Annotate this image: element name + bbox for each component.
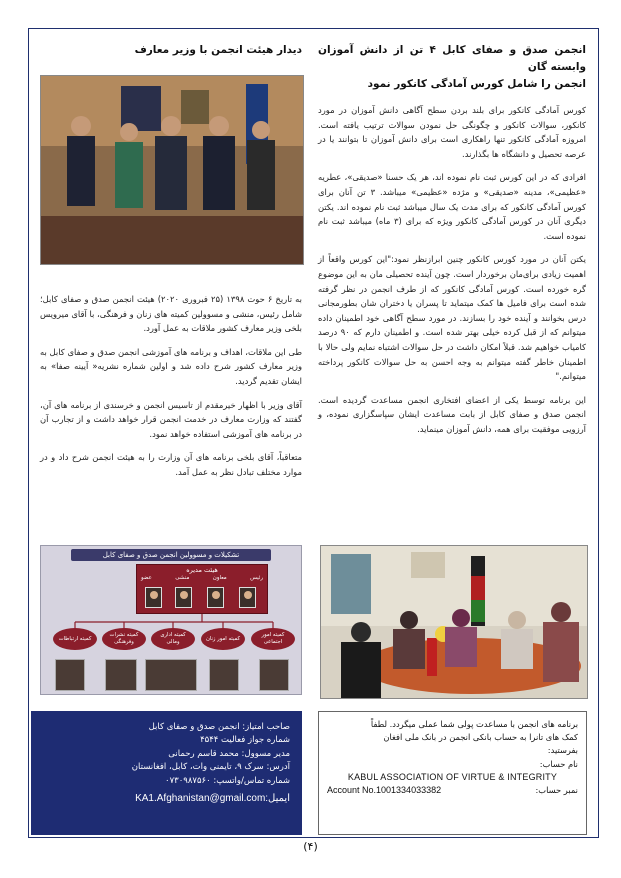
board-title: هیئت مدیره (186, 566, 218, 574)
committee-member-photo (145, 659, 197, 691)
article-konkur-para-2: افرادی که در این کورس ثبت نام نموده اند، هر یک حسنا «صدیقی»، عطریه «عظیمی»، مدینه «صدیقی» و مژده «عظیمی» میباشد. ۳ تن آنان برای کورس آمادگی کانکور که برای مدت یک سال میباشد ثبت نام نموده اند. یکتن دیگری آنان در کورس آمادگی کانکور ویژه که برای (۳ ماه) میباشد ثبت نام نموده است. (318, 172, 587, 241)
org-chart (40, 545, 302, 695)
konkur-class-photo (320, 545, 588, 699)
publisher-editor: مدیر مسوول: محمد قاسم رحمانی (168, 748, 290, 759)
article-konkur-title-2: انجمن را شامل کورس آمادگی کانکور نمود (367, 78, 586, 90)
donation-box (318, 711, 587, 835)
committee-admin-finance: کمیته اداری ومالی (151, 628, 195, 650)
committee-publications-culture: کمیته نشرات وفرهنگی (102, 628, 146, 650)
email-address[interactable]: KA1.Afghanistan@gmail.com (135, 793, 266, 805)
article-ministry-para-1: به تاریخ ۶ حوت ۱۳۹۸ (۲۵ فبروری ۲۰۲۰) هیئت انجمن صدق و صفای کابل؛ شامل رئیس، منشی و مسوولین کمیته های زنان و فرهنگی، با آقای میرویس بلخی وزیر معارف کشور ملاقات به عمل آورد. (40, 294, 302, 334)
account-name: KABUL ASSOCIATION OF VIRTUE & INTEGRITY (347, 771, 558, 782)
article-konkur-para-1: کورس آمادگی کانکور برای بلند بردن سطح آگاهی دانش آموزان در مورد کانکور، سوالات کانکور و چگونگی حل نمودن سوالات ترتیب یافته است. امروزه آمادگی کانکور تنها راهکاری است برای دانش آموزان تا بتوانند یا در عرصه تحصیل و دانشگاه ها بگذارند. (318, 105, 586, 159)
role-label: منشی (175, 575, 190, 581)
article-ministry-title: دیدار هیئت انجمن با وزیر معارف (134, 44, 302, 56)
article-ministry (40, 42, 302, 59)
article-konkur (318, 42, 586, 445)
article-konkur-title-1: انجمن صدق و صفای کابل ۴ تن از دانش آموزان وابسته گان (318, 44, 586, 73)
donation-text-2: کمک های تانرا به حساب بانکی انجمن در بانک ملی افغان (383, 732, 578, 743)
donation-text-3: بفرستید: (547, 745, 578, 756)
article-ministry-para-3: آقای وزیر با اظهار خیرمقدم از تاسیس انجمن و خرسندی از برنامه های آن، گفتند که وزارت معارف در خدمت انجمن قرار خواهد داشت و از تجارب آن در برنامه های آموزشی استفاده خواهد نمود. (40, 399, 302, 439)
article-ministry-body (40, 292, 302, 489)
ministry-meeting-photo (40, 75, 304, 265)
committee-member-photo (259, 659, 289, 691)
publisher-owner: صاحب امتیاز: انجمن صدق و صفای کابل (148, 722, 290, 732)
publisher-email-line (41, 792, 290, 805)
donation-text-1: برنامه های انجمن با مساعدت پولی شما عملی میگردد. لطفاً (370, 719, 578, 729)
article-ministry-para-2: طی این ملاقات، اهداف و برنامه های آموزشی انجمن صدق و صفای کابل به وزیر معارف کشور شرح داده شد و اولین شماره نشریه« آیینه صفا» به ایشان تقدیم گردید. (40, 346, 302, 386)
article-konkur-para-3: یکتن آنان در مورد کورس کانکور چنین ابرازنظر نمود:"این کورس واقعاً از اهمیت زیادی برای‌مان برخوردار است. چون آینده تحصیلی مان به این موضوع گره خورده است. کورس آمادگی کانکور که از طرف انجمن در نظر گرفته شده است برای فامیل ها کمک میتماید تا پسران یا دختران شان بطورمجانی درس بخوانند و آینده خود را بسازند. در مورد سطح آگاهی خود اطمینان داده میتوانم که از قبل کرده خیلی بهتر شده است. و اطمینان دارم که ۹۰ درصد کامیاب خواهیم شد. قبلاً امکان داشت در حل سوالات اشتباه نمایم ولی حالا با اطمینان خاطر گفته میتوانم به وجه احسن به حل سوالات کانکور پرداخته میتوانم." (318, 254, 586, 382)
account-number: Account No.1001334033382 (327, 785, 442, 796)
role-label: معاون (212, 575, 227, 581)
page-number: (۴) (303, 840, 318, 853)
org-chart-title: تشکیلات و مسوولین انجمن صدق و صفای کابل (71, 549, 271, 561)
account-number-row (327, 784, 578, 797)
committee-member-photo (55, 659, 85, 691)
article-konkur-para-4: این برنامه توسط یکی از اعضای افتخاری انجمن مساعدت گردیده است. انجمن صدق و صفای کابل از بابت مساعدت ایشان سپاسگزاری نموده، و آرزویی موفقیت برای همه، دانش آموزان مینماید. (318, 394, 586, 434)
committee-member-photo (105, 659, 137, 691)
email-label: ایمیل: (265, 793, 290, 805)
committee-member-photo (209, 659, 239, 691)
role-label: رئیس (250, 575, 263, 581)
article-ministry-para-4: متعاقباً، آقای بلخی برنامه های آن وزارت را به هیئت انجمن شرح داد و در موارد مختلف تبادل نظر به عمل آمد. (40, 452, 302, 477)
publisher-license: شماره جواز فعالیت ۴۵۴۴ (200, 735, 290, 746)
publisher-info-box (31, 711, 302, 835)
account-number-label: نمبر حساب: (535, 785, 578, 796)
committee-women: کمیته امور زنان (201, 628, 245, 650)
committee-communications: کمیته ارتباطات (53, 628, 97, 650)
publisher-phone: شماره تماس/واتسپ: ۰۷۳۰۹۸۷۵۶۰ (165, 775, 290, 786)
publisher-address: آدرس: سرک ۹، تایمنی وات، کابل، افغانستان (131, 762, 290, 773)
role-label: عضو (141, 575, 152, 581)
account-name-label: نام حساب: (539, 758, 578, 769)
committee-social: کمیته امور اجتماعی (251, 628, 295, 650)
